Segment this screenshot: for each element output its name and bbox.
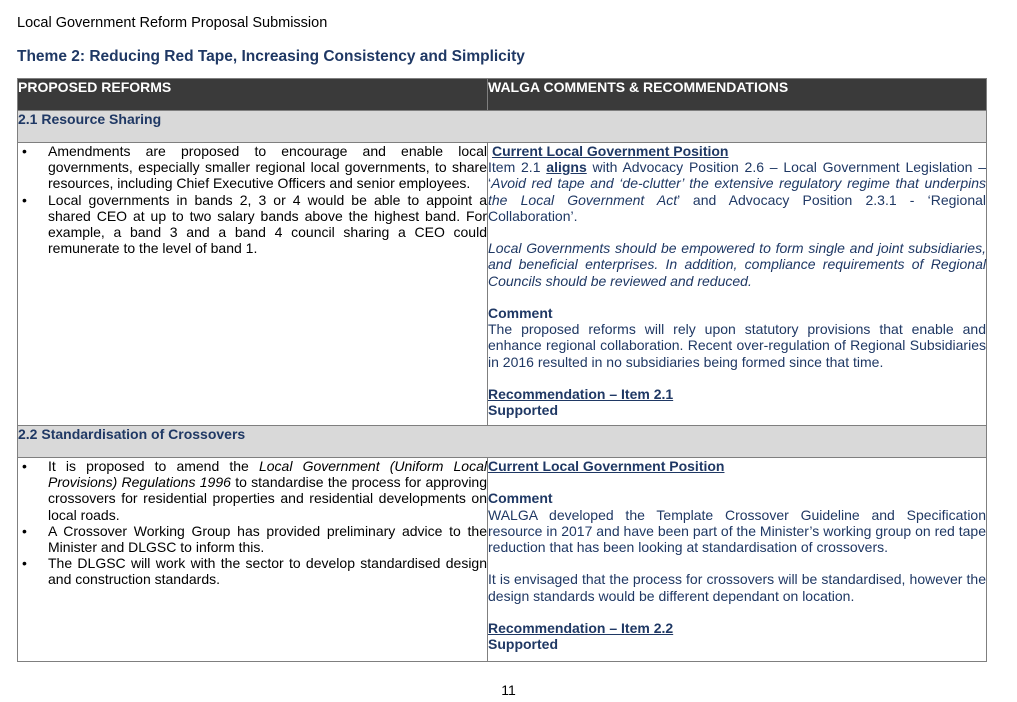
proposed-reforms-cell [18,458,488,662]
table-header-row [18,79,987,111]
reform-text: Amendments are proposed to encourage and enable local governments, especially smaller regional local governments, to share resources, including Chief Executive Officers and senior employees. [48,143,487,192]
aligns-emphasis: aligns [546,159,587,176]
comment-text: WALGA developed the Template Crossover Guideline and Specification resource in 2017 and have been part of the Minister’s working group on red tape reduction that has been looking at standardisation of crossovers. [488,506,986,555]
section-row [18,426,987,458]
bullet-icon: • [22,143,27,159]
reform-list [18,458,487,588]
position-text: Item 2.1 aligns with Advocacy Position 2.6 – Local Government Legislation – ‘Avoid red tape and ‘de-clutter’ the extensive regulatory regime that underpins the Local Government Act’ and Advocacy Position 2.3.1 - ‘Regional Collaboration’. [488,159,987,224]
advocacy-quote: Local Governments should be empowered to form single and joint subsidiaries, and beneficial enterprises. In addition, compliance requirements of Regional Councils should be reviewed and reduced. [488,240,986,289]
recommendation-heading: Recommendation – Item 2.1 [488,386,674,402]
position-heading: Current Local Government Position [488,458,725,474]
walga-comments-cell [488,143,987,426]
list-item: • It is proposed to amend the Local Government (Uniform Local Provisions) Regulations 1996 to standardise the process for approving crossovers for residential properties and residential developments on local roads. [22,458,487,523]
bullet-icon: • [22,522,27,539]
list-item [18,192,487,257]
comment-heading: Comment [488,305,553,321]
theme-title: Theme 2: Reducing Red Tape, Increasing Consistency and Simplicity [17,48,525,65]
table-row [18,143,987,426]
reform-list [18,143,487,256]
bullet-icon: • [22,458,27,474]
reform-text: Local governments in bands 2, 3 or 4 would be able to appoint a shared CEO at up to two salary bands above the highest band. For example, a band 3 and a band 4 council sharing a CEO could remunerate to the level of band 1. [48,191,487,257]
bullet-icon: • [22,191,27,208]
recommendation-heading: Recommendation – Item 2.2 [488,619,674,636]
recommendation-status: Supported [488,402,558,419]
section-row [18,111,987,143]
document-header-title: Local Government Reform Proposal Submission [17,15,328,31]
walga-comments-cell [488,458,987,662]
recommendation-status: Supported [488,636,558,653]
reforms-table [17,78,987,662]
list-item [18,143,487,192]
section-title-resource-sharing: 2.1 Resource Sharing [18,111,987,143]
position-heading: Current Local Government Position [492,143,729,159]
list-item: • The DLGSC will work with the sector to develop standardised design and construction standards. [22,555,487,588]
section-title-crossovers: 2.2 Standardisation of Crossovers [18,426,987,458]
page-number: 11 [501,682,516,698]
comment-heading: Comment [488,490,553,507]
list-item: • A Crossover Working Group has provided preliminary advice to the Minister and DLGSC to inform this. [22,522,487,556]
comment-text-2: It is envisaged that the process for crossovers will be standardised, however the design standards would be different dependant on location. [488,571,986,604]
bullet-icon: • [22,555,27,572]
proposed-reforms-cell [18,143,488,426]
column-header-proposed-reforms: PROPOSED REFORMS [18,79,488,111]
comment-text: The proposed reforms will rely upon statutory provisions that enable and enhance regional collaboration. Recent over-regulation of Regional Subsidiaries in 2016 resulted in no subsidiaries being formed since that time. [488,321,986,370]
column-header-walga-comments: WALGA COMMENTS & RECOMMENDATIONS [488,79,987,111]
table-row [18,458,987,662]
